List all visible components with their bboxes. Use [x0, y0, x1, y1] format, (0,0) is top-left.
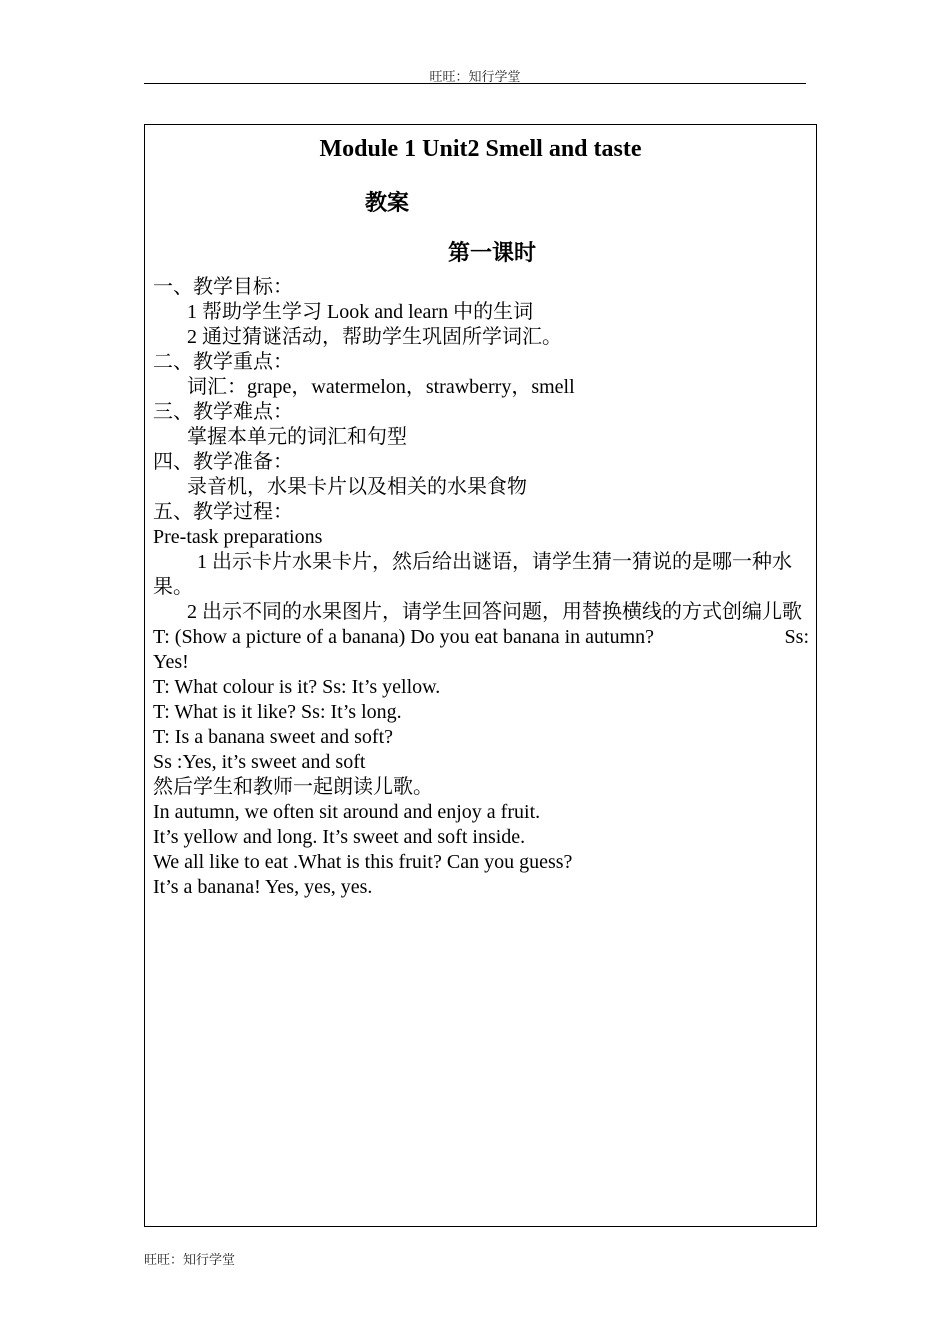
pretask-heading: Pre-task preparations: [153, 526, 323, 548]
dialog-line: [153, 625, 809, 650]
document-title: Module 1 Unit2 Smell and taste: [319, 136, 642, 162]
goals-heading: 一、教学目标：: [153, 276, 293, 298]
chant-line: In autumn, we often sit around and enjoy a fruit.: [153, 801, 541, 823]
chant-line: It’s yellow and long. It’s sweet and soft inside.: [153, 826, 526, 848]
chant-line: It’s a banana! Yes, yes, yes.: [153, 876, 373, 898]
goal-item: 2 通过猜谜活动，帮助学生巩固所学词汇。: [187, 326, 562, 348]
dialog-line: T: Is a banana sweet and soft?: [153, 726, 394, 748]
process-heading: 五、教学过程：: [153, 501, 293, 523]
header-divider: [144, 83, 806, 84]
process-step: 2 出示不同的水果图片，请学生回答问题，用替换横线的方式创编儿歌: [187, 601, 802, 623]
dialog-line: Yes!: [153, 651, 189, 673]
page-header: 旺旺：知行学堂: [429, 69, 521, 84]
document-subtitle: 教案: [365, 190, 410, 215]
goal-item: 1 帮助学生学习 Look and learn 中的生词: [187, 301, 534, 323]
dialog-speaker: Ss:: [784, 626, 809, 648]
prep-heading: 四、教学准备：: [153, 451, 293, 473]
difficulty-text: 掌握本单元的词汇和句型: [187, 426, 407, 448]
lesson-content: [153, 275, 809, 900]
prep-text: 录音机，水果卡片以及相关的水果食物: [187, 476, 527, 498]
dialog-line: T: What is it like? Ss: It’s long.: [153, 701, 402, 723]
focus-text: 词汇：grape，watermelon，strawberry，smell: [187, 376, 575, 398]
chant-line: We all like to eat .What is this fruit? Can you guess?: [153, 851, 573, 873]
dialog-line: T: What colour is it? Ss: It’s yellow.: [153, 676, 441, 698]
lesson-label: 第一课时: [448, 240, 537, 265]
focus-heading: 二、教学重点：: [153, 351, 293, 373]
dialog-question: T: (Show a picture of a banana) Do you eat banana in autumn?: [153, 626, 655, 648]
process-step: 1 出示卡片水果卡片，然后给出谜语，请学生猜一猜说的是哪一种水果。: [153, 551, 792, 598]
instruction-line: 然后学生和教师一起朗读儿歌。: [153, 776, 433, 798]
difficulty-heading: 三、教学难点：: [153, 401, 293, 423]
dialog-line: Ss :Yes, it’s sweet and soft: [153, 751, 366, 773]
page-footer: 旺旺：知行学堂: [144, 1252, 236, 1267]
